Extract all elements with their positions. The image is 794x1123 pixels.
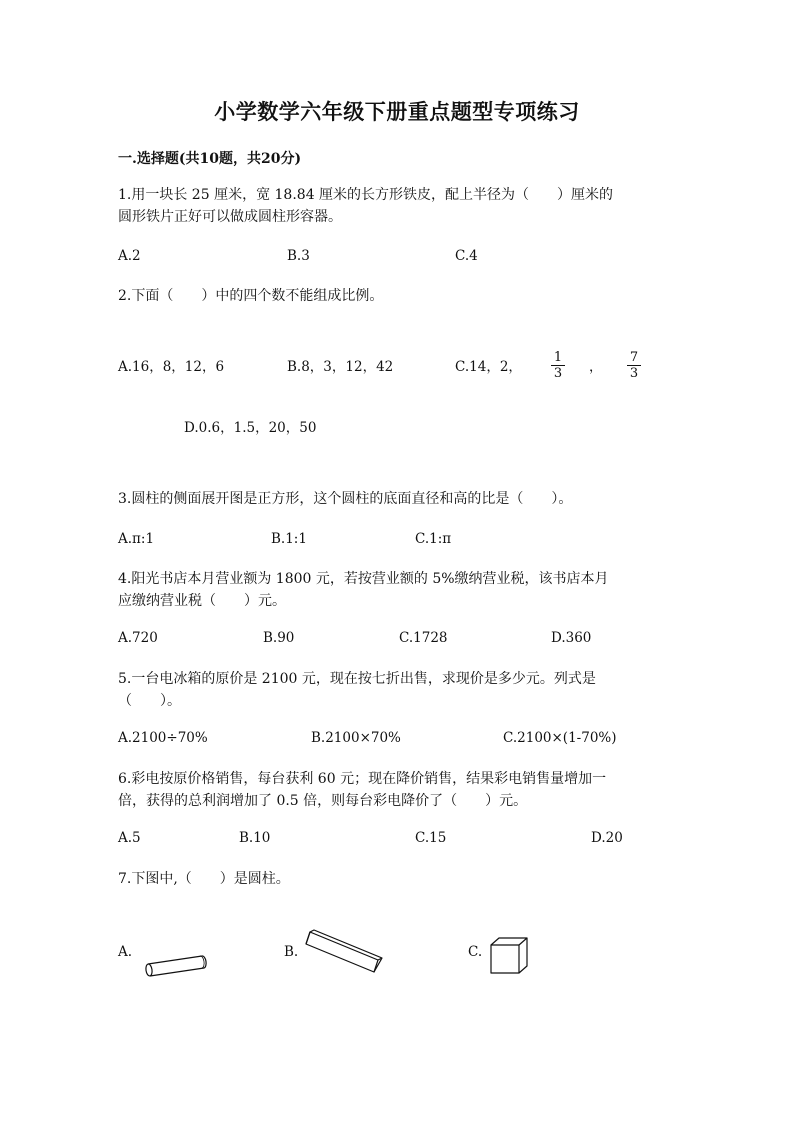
question-7-option-a: A.: [118, 944, 133, 960]
question-5-option-a: A.2100÷70%: [118, 730, 208, 746]
question-5-text-line-2: （ ）。: [118, 693, 181, 709]
fraction-seven-thirds-numerator: 7: [627, 350, 641, 366]
fraction-one-third-denominator: 3: [553, 366, 563, 381]
question-3-option-b: B.1:1: [271, 531, 307, 547]
question-2-option-d: D.0.6，1.5，20，50: [184, 420, 317, 436]
question-2-text: 2.下面（ ）中的四个数不能组成比例。: [118, 288, 384, 304]
question-4-option-c: C.1728: [399, 630, 448, 646]
cube-figure: [488, 935, 532, 977]
question-3-option-c: C.1:π: [415, 531, 452, 547]
question-5-text-line-1: 5.一台电冰箱的原价是 2100 元，现在按七折出售，求现价是多少元。列式是: [118, 671, 596, 687]
question-4-text-line-2: 应缴纳营业税（ ）元。: [118, 593, 286, 609]
fraction-seven-thirds: [627, 350, 641, 381]
question-7-option-b: B.: [284, 944, 299, 960]
section-heading: 一.选择题(共10题，共20分): [118, 151, 302, 167]
question-2-option-c: C.14，2，: [455, 359, 522, 375]
question-1-text-line-2: 圆形铁片正好可以做成圆柱形容器。: [118, 209, 342, 225]
question-4-option-d: D.360: [551, 630, 592, 646]
fraction-one-third-numerator: 1: [551, 350, 565, 366]
question-1-option-c: C.4: [455, 248, 478, 264]
question-6-text-line-1: 6.彩电按原价格销售，每台获利 60 元；现在降价销售，结果彩电销售量增加一: [118, 771, 607, 787]
question-6-option-b: B.10: [239, 830, 271, 846]
question-6-option-a: A.5: [118, 830, 141, 846]
question-4-option-a: A.720: [118, 630, 158, 646]
fraction-seven-thirds-denominator: 3: [629, 366, 639, 381]
question-3-option-a: A.π:1: [118, 531, 155, 547]
question-1-option-b: B.3: [287, 248, 310, 264]
fraction-one-third: [551, 350, 565, 381]
question-6-text-line-2: 倍，获得的总利润增加了 0.5 倍，则每台彩电降价了（ ）元。: [118, 793, 528, 809]
question-6-option-d: D.20: [591, 830, 623, 846]
question-3-text: 3.圆柱的侧面展开图是正方形，这个圆柱的底面直径和高的比是（ ）。: [118, 491, 573, 507]
question-2-option-b: B.8，3，12，42: [287, 359, 394, 375]
question-4-text-line-1: 4.阳光书店本月营业额为 1800 元，若按营业额的 5%缴纳营业税，该书店本月: [118, 571, 609, 587]
question-2-option-c-separator: ，: [589, 359, 603, 375]
question-7-option-c: C.: [468, 944, 483, 960]
question-7-text: 7.下图中,（ ）是圆柱。: [118, 871, 290, 887]
question-5-option-c: C.2100×(1-70%): [503, 730, 617, 746]
triangular-prism-figure: [302, 928, 384, 976]
question-6-option-c: C.15: [415, 830, 447, 846]
question-5-option-b: B.2100×70%: [311, 730, 401, 746]
question-1-text-line-1: 1.用一块长 25 厘米，宽 18.84 厘米的长方形铁皮，配上半径为（ ）厘米的: [118, 187, 614, 203]
question-2-option-a: A.16，8，12，6: [118, 359, 225, 375]
question-1-option-a: A.2: [118, 248, 141, 264]
question-4-option-b: B.90: [263, 630, 295, 646]
page-title: 小学数学六年级下册重点题型专项练习: [214, 99, 580, 124]
cylinder-rod-figure: [140, 948, 212, 980]
